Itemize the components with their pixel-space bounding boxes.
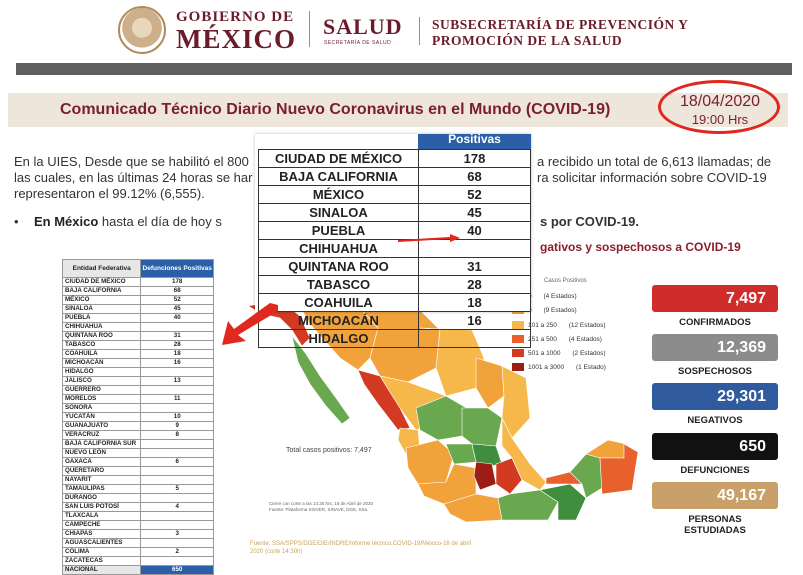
- zoom-row: [259, 258, 531, 276]
- zoom-count: 45: [419, 204, 531, 222]
- death-count: [141, 512, 214, 521]
- death-count: 10: [141, 413, 214, 422]
- report-time: 19:00 Hrs: [691, 112, 749, 127]
- state-name: TAMAULIPAS: [63, 485, 141, 494]
- stat-label-line: DEFUNCIONES: [680, 465, 750, 476]
- zoom-state: HIDALGO: [259, 330, 419, 348]
- table-row: [63, 404, 214, 413]
- state-name: GUERRERO: [63, 386, 141, 395]
- para-line-1: En la UIES, Desde que se habilitó el 800: [14, 154, 249, 169]
- legend-range: 501 a 1000: [528, 350, 561, 357]
- legend-range: 251 a 500: [528, 336, 557, 343]
- table-row: [63, 350, 214, 359]
- death-count: 45: [141, 305, 214, 314]
- deaths-by-state-table: [62, 259, 214, 575]
- stat-box-negativos: 29,301: [652, 383, 778, 410]
- death-count: 28: [141, 341, 214, 350]
- table-row: [63, 368, 214, 377]
- table-row: [63, 503, 214, 512]
- grey-band: [16, 63, 792, 75]
- death-count: 68: [141, 287, 214, 296]
- divider: [419, 17, 420, 45]
- legend-count: (9 Estados): [543, 307, 577, 314]
- zoom-state: CIUDAD DE MÉXICO: [259, 150, 419, 168]
- covid-subtitle: gativos y sospechosos a COVID-19: [540, 240, 741, 254]
- state-name: QUERETARO: [63, 467, 141, 476]
- stat-label-line-2: ESTUDIADAS: [684, 525, 746, 536]
- table-row: [63, 332, 214, 341]
- col-header-deaths: Defunciones Positivas: [141, 260, 214, 278]
- death-count: [141, 323, 214, 332]
- para-line-2: las cuales, en las últimas 24 horas se har: [14, 170, 253, 185]
- death-count: 13: [141, 377, 214, 386]
- salud-logo-text: SALUD: [323, 14, 403, 39]
- state-name: NUEVO LEÓN: [63, 449, 141, 458]
- state-name: GUANAJUATO: [63, 422, 141, 431]
- table-row: [63, 458, 214, 467]
- zoom-count: [419, 330, 531, 348]
- table-row: [63, 521, 214, 530]
- state-name: SINALOA: [63, 305, 141, 314]
- state-name: PUEBLA: [63, 314, 141, 323]
- death-count: 9: [141, 422, 214, 431]
- death-count: [141, 521, 214, 530]
- state-name: DURANGO: [63, 494, 141, 503]
- map-note-line-1: Cierre con corte a las 14:30 hrs, 18 de Abril de 2020: [269, 501, 374, 506]
- bullet-mexico: • En México hasta el día de hoy s: [14, 214, 222, 229]
- stat-box-defunciones: 650: [652, 433, 778, 460]
- death-count: [141, 494, 214, 503]
- zoom-state: TABASCO: [259, 276, 419, 294]
- zoom-count: 16: [419, 312, 531, 330]
- state-name: BAJA CALIFORNIA SUR: [63, 440, 141, 449]
- map-note-line-2: Fuente: Plataforma SISVER, SINAVE, DGE, SSa.: [269, 507, 369, 512]
- state-name: SAN LUIS POTOSÍ: [63, 503, 141, 512]
- bullet-bold: En México: [34, 214, 99, 229]
- zoom-count: 178: [419, 150, 531, 168]
- zoom-row: [259, 276, 531, 294]
- legend-count: (12 Estados): [568, 322, 606, 329]
- zoom-row: [259, 204, 531, 222]
- source-line-1: Fuente: SSA/SPPS/DGE/DIE/INDRE/Informe técnico.COVID-19/México-18 de abril: [250, 541, 472, 547]
- state-name: QUINTANA ROO: [63, 332, 141, 341]
- subsec-line-1: SUBSECRETARÍA DE PREVENCIÓN Y: [432, 17, 689, 32]
- stat-label: [640, 415, 790, 426]
- table-row: [63, 413, 214, 422]
- death-count: 5: [141, 485, 214, 494]
- table-row: [63, 548, 214, 557]
- subsec-line-2: PROMOCIÓN DE LA SALUD: [432, 33, 623, 48]
- state-name: TABASCO: [63, 341, 141, 350]
- table-row: [63, 305, 214, 314]
- stat-label-line: CONFIRMADOS: [679, 317, 751, 328]
- state-name: COLIMA: [63, 548, 141, 557]
- state-name: VERACRUZ: [63, 431, 141, 440]
- legend-item: [512, 363, 606, 373]
- source-note: [250, 540, 471, 556]
- table-row: [63, 467, 214, 476]
- table-row: [63, 323, 214, 332]
- national-seal-icon: [118, 6, 166, 54]
- death-count: [141, 467, 214, 476]
- zoom-state: QUINTANA ROO: [259, 258, 419, 276]
- zoom-header-positivas: Positivas: [418, 134, 531, 149]
- state-name: YUCATÁN: [63, 413, 141, 422]
- state-name: JALISCO: [63, 377, 141, 386]
- zoom-count: 52: [419, 186, 531, 204]
- state-name: CAMPECHE: [63, 521, 141, 530]
- table-row: [63, 440, 214, 449]
- legend-title: Casos Positivos: [544, 278, 587, 284]
- zoom-row: [259, 150, 531, 168]
- zoom-state: BAJA CALIFORNIA: [259, 168, 419, 186]
- map-nuevo-leon: [476, 358, 504, 408]
- table-row: [63, 314, 214, 323]
- zoomed-table: [258, 149, 531, 348]
- state-name: MÉXICO: [63, 296, 141, 305]
- death-count: [141, 557, 214, 566]
- state-name: NAYARIT: [63, 476, 141, 485]
- death-count: [141, 386, 214, 395]
- divider: [309, 11, 310, 47]
- stat-label: [640, 514, 790, 536]
- stat-box-personas: 49,167: [652, 482, 778, 509]
- death-count: 6: [141, 458, 214, 467]
- zoom-state: COAHUILA: [259, 294, 419, 312]
- map-mexico-cdmx: [474, 462, 496, 490]
- page-title: Comunicado Técnico Diario Nuevo Coronavirus en el Mundo (COVID-19): [60, 101, 611, 118]
- map-san-luis-potosi: [462, 408, 502, 446]
- para-line-2-right: ra solicitar información sobre COVID-19: [537, 170, 767, 185]
- zoom-count: 31: [419, 258, 531, 276]
- death-count: [141, 404, 214, 413]
- legend-count: (2 Estados): [572, 350, 606, 357]
- death-count: 16: [141, 359, 214, 368]
- table-row: [63, 512, 214, 521]
- gobierno-de-text: GOBIERNO DE: [176, 9, 295, 25]
- state-name: CIUDAD DE MÉXICO: [63, 278, 141, 287]
- stat-label-line: NEGATIVOS: [687, 415, 743, 426]
- paragraph-left: [14, 154, 252, 202]
- stat-label: [640, 366, 790, 377]
- death-count: [141, 368, 214, 377]
- mexico-text: MÉXICO: [176, 24, 296, 54]
- table-row: [63, 341, 214, 350]
- bullet-rest: hasta el día de hoy s: [98, 214, 222, 229]
- zoom-state: MICHOACÁN: [259, 312, 419, 330]
- big-red-arrow-icon: [220, 303, 280, 348]
- death-count: 3: [141, 530, 214, 539]
- zoom-state: MÉXICO: [259, 186, 419, 204]
- death-count: 18: [141, 350, 214, 359]
- zoom-row: [259, 240, 531, 258]
- bullet-tail: s por COVID-19.: [540, 214, 639, 229]
- zoom-row: [259, 222, 531, 240]
- zoom-row: [259, 186, 531, 204]
- legend-swatch: [512, 349, 524, 357]
- death-count: [141, 539, 214, 548]
- legend-count: (1 Estado): [575, 364, 606, 371]
- table-row: [63, 377, 214, 386]
- table-row: [63, 359, 214, 368]
- table-row: [63, 431, 214, 440]
- death-count: 4: [141, 503, 214, 512]
- col-header-state: Entidad Federativa: [63, 260, 141, 278]
- state-name: BAJA CALIFORNIA: [63, 287, 141, 296]
- state-name: CHIHUAHUA: [63, 323, 141, 332]
- zoom-row: [259, 294, 531, 312]
- zoom-state: CHIHUAHUA: [259, 240, 419, 258]
- para-line-1-right: a recibido un total de 6,613 llamadas; de: [537, 154, 772, 169]
- stat-label: [640, 317, 790, 328]
- secretaria-text: SECRETARÍA DE SALUD: [324, 40, 392, 46]
- death-count: [141, 476, 214, 485]
- table-row: [63, 449, 214, 458]
- table-row: [63, 296, 214, 305]
- red-arrow-icon: [398, 234, 460, 244]
- death-count: 52: [141, 296, 214, 305]
- death-count: [141, 449, 214, 458]
- death-count: 178: [141, 278, 214, 287]
- zoom-row: [259, 330, 531, 348]
- state-name: TLAXCALA: [63, 512, 141, 521]
- total-label: NACIONAL: [63, 566, 141, 575]
- state-name: AGUASCALIENTES: [63, 539, 141, 548]
- stat-box-confirmados: 7,497: [652, 285, 778, 312]
- para-line-3: representaron el 99.12% (6,555).: [14, 186, 205, 201]
- map-total-positive: Total casos positivos: 7,497: [286, 447, 372, 454]
- state-name: MICHOACÁN: [63, 359, 141, 368]
- page-header: [0, 0, 803, 62]
- zoom-count: 68: [419, 168, 531, 186]
- table-row: [63, 422, 214, 431]
- legend-item: [512, 349, 606, 359]
- map-yucatan: [586, 440, 626, 458]
- paragraph-right: [537, 154, 771, 186]
- report-date: 18/04/2020: [679, 93, 761, 110]
- zoom-count: 18: [419, 294, 531, 312]
- zoom-count: 28: [419, 276, 531, 294]
- table-row: [63, 278, 214, 287]
- death-count: 40: [141, 314, 214, 323]
- death-count: 8: [141, 431, 214, 440]
- subsecretaria-title: [432, 17, 688, 49]
- legend-count: (4 Estados): [568, 336, 602, 343]
- table-row: [63, 395, 214, 404]
- table-row: [63, 539, 214, 548]
- table-total-row: [63, 566, 214, 575]
- stat-box-sospechosos: 12,369: [652, 334, 778, 361]
- map-note: [269, 501, 373, 513]
- state-name: CHIAPAS: [63, 530, 141, 539]
- zoom-state: SINALOA: [259, 204, 419, 222]
- zoomed-table-overlay: [255, 132, 531, 346]
- death-count: [141, 440, 214, 449]
- state-name: SONORA: [63, 404, 141, 413]
- state-name: COAHUILA: [63, 350, 141, 359]
- table-row: [63, 386, 214, 395]
- stat-label-line: SOSPECHOSOS: [678, 366, 752, 377]
- table-row: [63, 485, 214, 494]
- legend-count: (4 Estados): [543, 293, 577, 300]
- death-count: 31: [141, 332, 214, 341]
- legend-range: 101 a 250: [528, 322, 557, 329]
- zoom-row: [259, 312, 531, 330]
- zoom-state: PUEBLA: [259, 222, 419, 240]
- state-name: HIDALGO: [63, 368, 141, 377]
- table-row: [63, 557, 214, 566]
- state-name: OAXACA: [63, 458, 141, 467]
- legend-range: 1001 a 3000: [528, 364, 565, 371]
- death-count: 2: [141, 548, 214, 557]
- table-row: [63, 530, 214, 539]
- table-row: [63, 494, 214, 503]
- death-count: 11: [141, 395, 214, 404]
- stat-label-line: PERSONAS: [688, 514, 742, 525]
- table-row: [63, 287, 214, 296]
- legend-swatch: [512, 363, 524, 371]
- zoom-count: 40: [419, 222, 531, 240]
- total-value: 650: [141, 566, 214, 575]
- state-name: MORELOS: [63, 395, 141, 404]
- table-row: [63, 476, 214, 485]
- stat-label: [640, 465, 790, 476]
- state-name: ZACATECAS: [63, 557, 141, 566]
- source-line-2: 2020 (corte 14:30h): [250, 549, 303, 555]
- zoom-row: [259, 168, 531, 186]
